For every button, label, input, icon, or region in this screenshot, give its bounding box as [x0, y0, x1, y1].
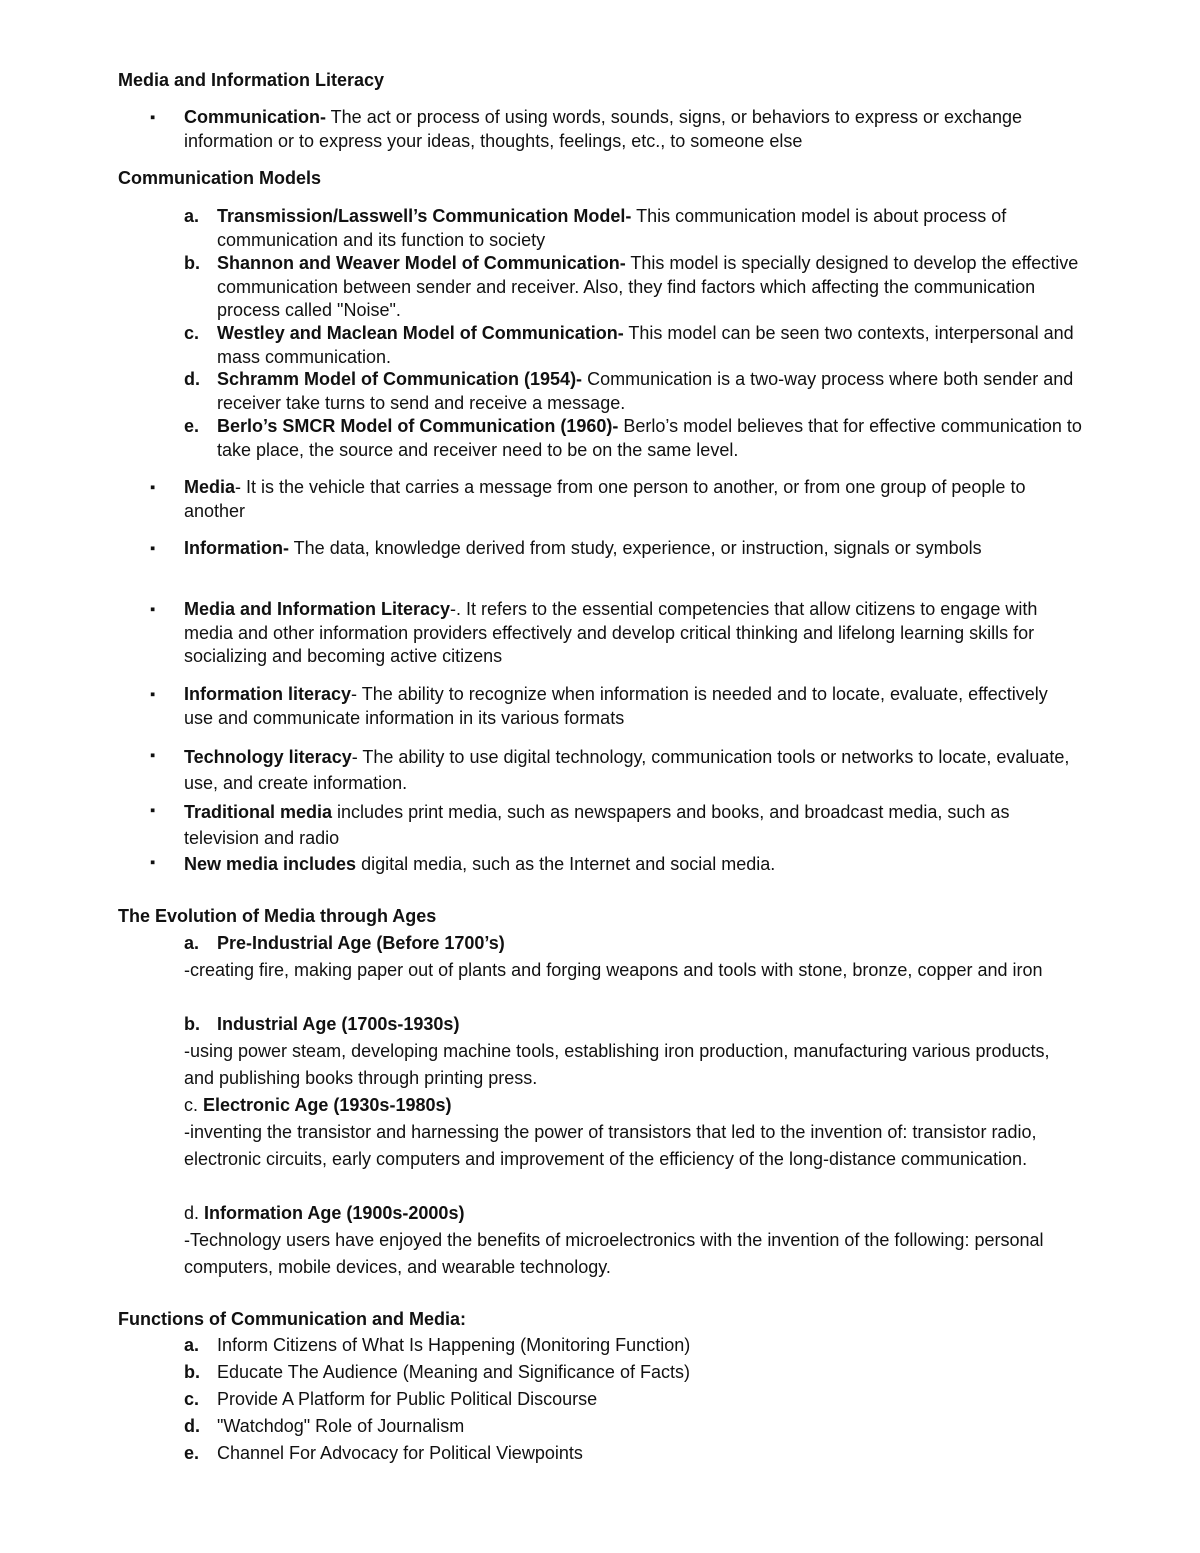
model-term: Berlo’s SMCR Model of Communication (1960)- [217, 416, 619, 436]
bullet-term: Traditional media [184, 802, 333, 822]
list-letter: a. [184, 933, 200, 953]
bullet-text [184, 106, 1074, 153]
list-letter: e. [184, 1443, 200, 1463]
bullet-icon: ▪ [150, 747, 156, 764]
age-desc: -Technology users have enjoyed the benefits of microelectronics with the invention of the following: personal computers, mobile devices, and wearable technology. [184, 1230, 1044, 1277]
bullet-icon: ▪ [150, 540, 156, 557]
model-text [217, 205, 1082, 252]
list-letter: d. [184, 369, 200, 389]
bullet-desc: The data, knowledge derived from study, experience, or instruction, signals or symbols [289, 538, 982, 558]
age-item [184, 1011, 1084, 1092]
bullet-desc: -. It refers to the essential competencies that allow citizens to engage with media and other information providers effectively and develop critical thinking and lifelong learning skills for socializing and becoming active citizens [184, 599, 1038, 666]
bullet-text [184, 476, 1074, 523]
age-title [184, 1011, 1084, 1038]
bullet-text [184, 851, 1074, 877]
model-desc: This model is specially designed to develop the effective communication between sender and receiver. Also, they find factors which affecting the communication process called "Noise". [217, 253, 1079, 320]
model-desc: This communication model is about process of communication and its function to society [217, 206, 1007, 250]
list-letter: d. [184, 1416, 200, 1436]
model-desc: Communication is a two-way process where both sender and receiver take turns to send and receive a message. [217, 369, 1074, 413]
age-title [184, 1092, 1084, 1119]
function-text: "Watchdog" Role of Journalism [217, 1416, 465, 1436]
bullet-icon: ▪ [150, 601, 156, 618]
list-letter: c. [184, 1095, 199, 1115]
model-text [217, 252, 1082, 323]
functions-heading: Functions of Communication and Media: [118, 1309, 466, 1329]
bullet-term: Technology literacy [184, 747, 352, 767]
model-term: Schramm Model of Communication (1954)- [217, 369, 583, 389]
list-letter: c. [184, 1389, 200, 1409]
model-term: Shannon and Weaver Model of Communication- [217, 253, 626, 273]
bullet-text [184, 799, 1074, 851]
document-title: Media and Information Literacy [118, 70, 385, 90]
age-name: Pre-Industrial Age (Before 1700’s) [217, 933, 505, 953]
bullet-desc: - The ability to recognize when information is needed and to locate, evaluate, effectively use and communicate information in its various formats [184, 684, 1048, 728]
age-desc: -creating fire, making paper out of plants and forging weapons and tools with stone, bronze, copper and iron [184, 960, 1043, 980]
bullet-desc: - The ability to use digital technology, communication tools or networks to locate, evaluate, use, and create information. [184, 747, 1070, 793]
age-name: Electronic Age (1930s-1980s) [203, 1095, 452, 1115]
model-term: Transmission/Lasswell’s Communication Model- [217, 206, 632, 226]
bullet-term: Media and Information Literacy [184, 599, 451, 619]
age-title [184, 1200, 1084, 1227]
bullet-icon: ▪ [150, 802, 156, 819]
age-name: Industrial Age (1700s-1930s) [217, 1014, 460, 1034]
function-text: Provide A Platform for Public Political Discourse [217, 1389, 598, 1409]
model-text [217, 368, 1082, 415]
evolution-heading: The Evolution of Media through Ages [118, 906, 437, 926]
bullet-text [184, 744, 1074, 796]
model-desc: Berlo’s model believes that for effective communication to take place, the source and receiver need to be on the same level. [217, 416, 1082, 460]
bullet-icon: ▪ [150, 686, 156, 703]
bullet-desc: - It is the vehicle that carries a message from one person to another, or from one group of people to another [184, 477, 1026, 521]
age-name: Information Age (1900s-2000s) [204, 1203, 465, 1223]
model-text [217, 322, 1082, 369]
bullet-icon: ▪ [150, 479, 156, 496]
bullet-term: New media includes [184, 854, 357, 874]
age-desc: -inventing the transistor and harnessing the power of transistors that led to the invention of: transistor radio, electronic circuits, early computers and improvement of the efficiency of the long-distance communication. [184, 1122, 1037, 1169]
age-item [184, 930, 1084, 984]
age-item [184, 1200, 1084, 1281]
list-letter: a. [184, 1335, 200, 1355]
bullet-desc: The act or process of using words, sounds, signs, or behaviors to express or exchange information or to express your ideas, thoughts, feelings, etc., to someone else [184, 107, 1023, 151]
function-text: Inform Citizens of What Is Happening (Monitoring Function) [217, 1335, 691, 1355]
bullet-term: Information- [184, 538, 289, 558]
age-item [184, 1092, 1084, 1173]
model-term: Westley and Maclean Model of Communication- [217, 323, 624, 343]
bullet-icon: ▪ [150, 109, 156, 126]
bullet-desc: includes print media, such as newspapers and books, and broadcast media, such as television and radio [184, 802, 1010, 848]
list-letter: e. [184, 416, 200, 436]
age-desc: -using power steam, developing machine tools, establishing iron production, manufacturing various products, and publishing books through printing press. [184, 1041, 1050, 1088]
function-text: Channel For Advocacy for Political Viewpoints [217, 1443, 583, 1463]
bullet-text [184, 598, 1074, 669]
age-title [184, 930, 1084, 957]
bullet-term: Communication- [184, 107, 326, 127]
bullet-text [184, 683, 1074, 730]
bullet-term: Media [184, 477, 236, 497]
model-text [217, 415, 1082, 462]
list-letter: b. [184, 1014, 200, 1034]
model-desc: This model can be seen two contexts, interpersonal and mass communication. [217, 323, 1074, 367]
list-letter: b. [184, 1362, 200, 1382]
bullet-text [184, 537, 1074, 561]
function-text: Educate The Audience (Meaning and Significance of Facts) [217, 1362, 690, 1382]
list-letter: b. [184, 253, 200, 273]
models-heading: Communication Models [118, 168, 322, 188]
list-letter: c. [184, 323, 200, 343]
bullet-term: Information literacy [184, 684, 352, 704]
bullet-desc: digital media, such as the Internet and social media. [356, 854, 776, 874]
list-letter: a. [184, 206, 200, 226]
bullet-icon: ▪ [150, 854, 156, 871]
list-letter: d. [184, 1203, 200, 1223]
